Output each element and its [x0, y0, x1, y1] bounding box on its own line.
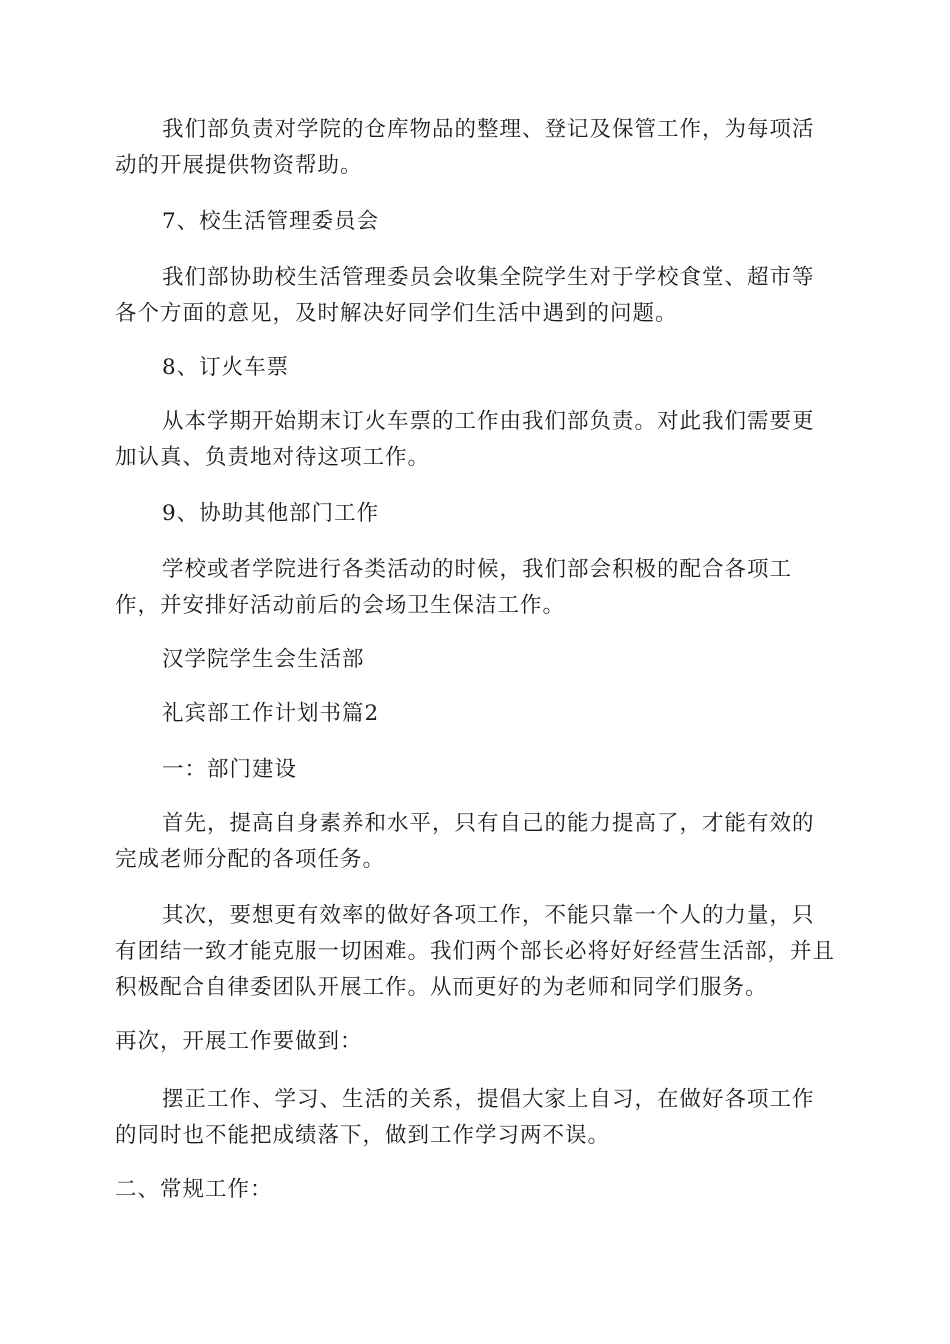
signature-department: 汉学院学生会生活部 [162, 647, 365, 672]
paragraph-third-lead: 再次，开展工作要做到： [115, 1029, 363, 1054]
heading-item-9: 9、协助其他部门工作 [162, 501, 380, 526]
section-title-plan-2: 礼宾部工作计划书篇2 [162, 701, 380, 726]
paragraph-balance: 摆正工作、学习、生活的关系，提倡大家上自习，在做好各项工作的同时也不能把成绩落下，做到工作学习两不误。 [115, 1087, 815, 1148]
heading-routine-work: 二、常规工作： [115, 1177, 273, 1202]
paragraph-second: 其次，要想更有效率的做好各项工作，不能只靠一个人的力量，只有团结一致才能克服一切困难。我们两个部长必将好好经营生活部，并且积极配合自律委团队开展工作。从而更好的为老师和同学们服务。 [115, 903, 836, 1000]
paragraph-first: 首先，提高自身素养和水平，只有自己的能力提高了，才能有效的完成老师分配的各项任务。 [115, 811, 815, 872]
paragraph-assist-departments: 学校或者学院进行各类活动的时候，我们部会积极的配合各项工作，并安排好活动前后的会场卫生保洁工作。 [115, 557, 793, 618]
heading-item-7: 7、校生活管理委员会 [162, 209, 380, 234]
heading-department-building: 一：部门建设 [162, 757, 298, 782]
paragraph-train-tickets: 从本学期开始期末订火车票的工作由我们部负责。对此我们需要更加认真、负责地对待这项工作。 [115, 409, 815, 470]
heading-item-8: 8、订火车票 [162, 355, 290, 380]
paragraph-life-committee: 我们部协助校生活管理委员会收集全院学生对于学校食堂、超市等各个方面的意见，及时解决好同学们生活中遇到的问题。 [115, 265, 815, 326]
paragraph-warehouse-duty: 我们部负责对学院的仓库物品的整理、登记及保管工作，为每项活动的开展提供物资帮助。 [115, 117, 815, 178]
